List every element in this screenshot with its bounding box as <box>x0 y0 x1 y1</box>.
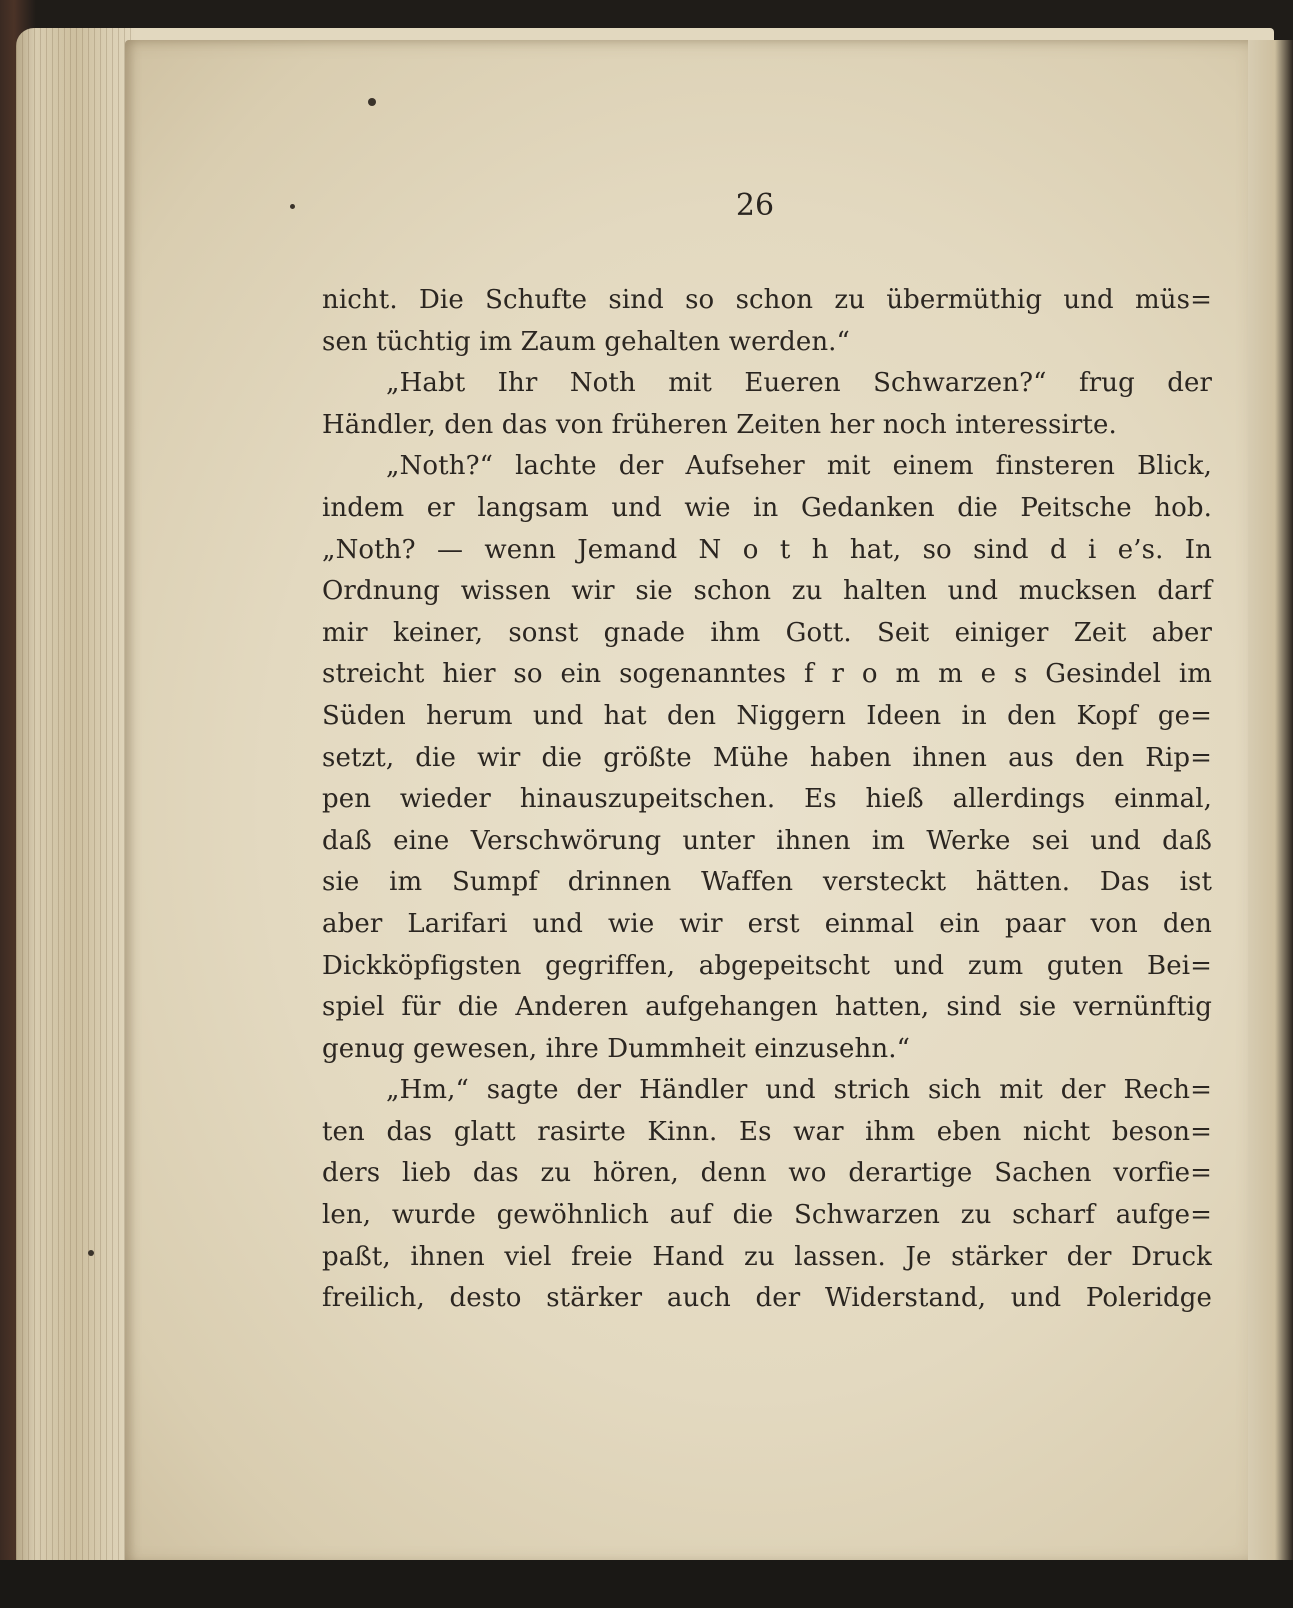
text-line: setzt, die wir die größte Mühe haben ihnen aus den Rip= <box>322 742 1212 773</box>
text-line: pen wieder hinauszupeitschen. Es hieß allerdings einmal, <box>322 784 1212 815</box>
text-line: Ordnung wissen wir sie schon zu halten und mucksen darf <box>322 576 1212 607</box>
page-number: 26 <box>735 188 775 223</box>
text-line: indem er langsam und wie in Gedanken die Peitsche hob. <box>322 492 1212 523</box>
text-line: freilich, desto stärker auch der Widerstand, und Poleridge <box>322 1283 1212 1314</box>
text-line: Händler, den das von früheren Zeiten her noch interessirte. <box>322 409 1117 440</box>
text-line: aber Larifari und wie wir erst einmal ein paar von den <box>322 908 1212 939</box>
text-line: sie im Sumpf drinnen Waffen versteckt hätten. Das ist <box>322 867 1212 898</box>
text-line: „Noth?“ lachte der Aufseher mit einem finsteren Blick, <box>386 451 1212 482</box>
page-edges <box>16 28 131 1573</box>
text-line: ders lieb das zu hören, denn wo derartige Sachen vorfie= <box>322 1158 1212 1189</box>
ink-speck <box>290 204 295 209</box>
text-line: „Noth? — wenn Jemand N o t h hat, so sind d i e’s. In <box>322 534 1212 565</box>
text-line: genug gewesen, ihre Dummheit einzusehn.“ <box>322 1033 910 1064</box>
ink-speck <box>368 98 376 106</box>
text-line: mir keiner, sonst gnade ihm Gott. Seit einiger Zeit aber <box>322 617 1212 648</box>
text-line: streicht hier so ein sogenanntes f r o m m e s Gesindel im <box>322 659 1212 690</box>
next-page-edge <box>1248 40 1293 1560</box>
text-line: len, wurde gewöhnlich auf die Schwarzen zu scharf aufge= <box>322 1200 1212 1231</box>
text-line: ten das glatt rasirte Kinn. Es war ihm eben nicht beson= <box>322 1116 1212 1147</box>
text-line: Dickköpfigsten gegriffen, abgepeitscht und zum guten Bei= <box>322 950 1212 981</box>
text-line: paßt, ihnen viel freie Hand zu lassen. Je stärker der Druck <box>322 1241 1212 1272</box>
ink-speck <box>88 1250 94 1256</box>
text-line: „Habt Ihr Noth mit Eueren Schwarzen?“ frug der <box>386 368 1212 399</box>
text-line: Süden herum und hat den Niggern Ideen in den Kopf ge= <box>322 700 1212 731</box>
text-line: nicht. Die Schufte sind so schon zu übermüthig und müs= <box>322 285 1212 315</box>
text-line: spiel für die Anderen aufgehangen hatten, sind sie vernünftig <box>322 992 1212 1023</box>
scan-bottom-border <box>0 1560 1293 1608</box>
text-line: sen tüchtig im Zaum gehalten werden.“ <box>322 326 850 357</box>
text-line: „Hm,“ sagte der Händler und strich sich mit der Rech= <box>386 1075 1212 1106</box>
body-text <box>322 280 1212 1320</box>
text-line: daß eine Verschwörung unter ihnen im Werke sei und daß <box>322 825 1212 856</box>
